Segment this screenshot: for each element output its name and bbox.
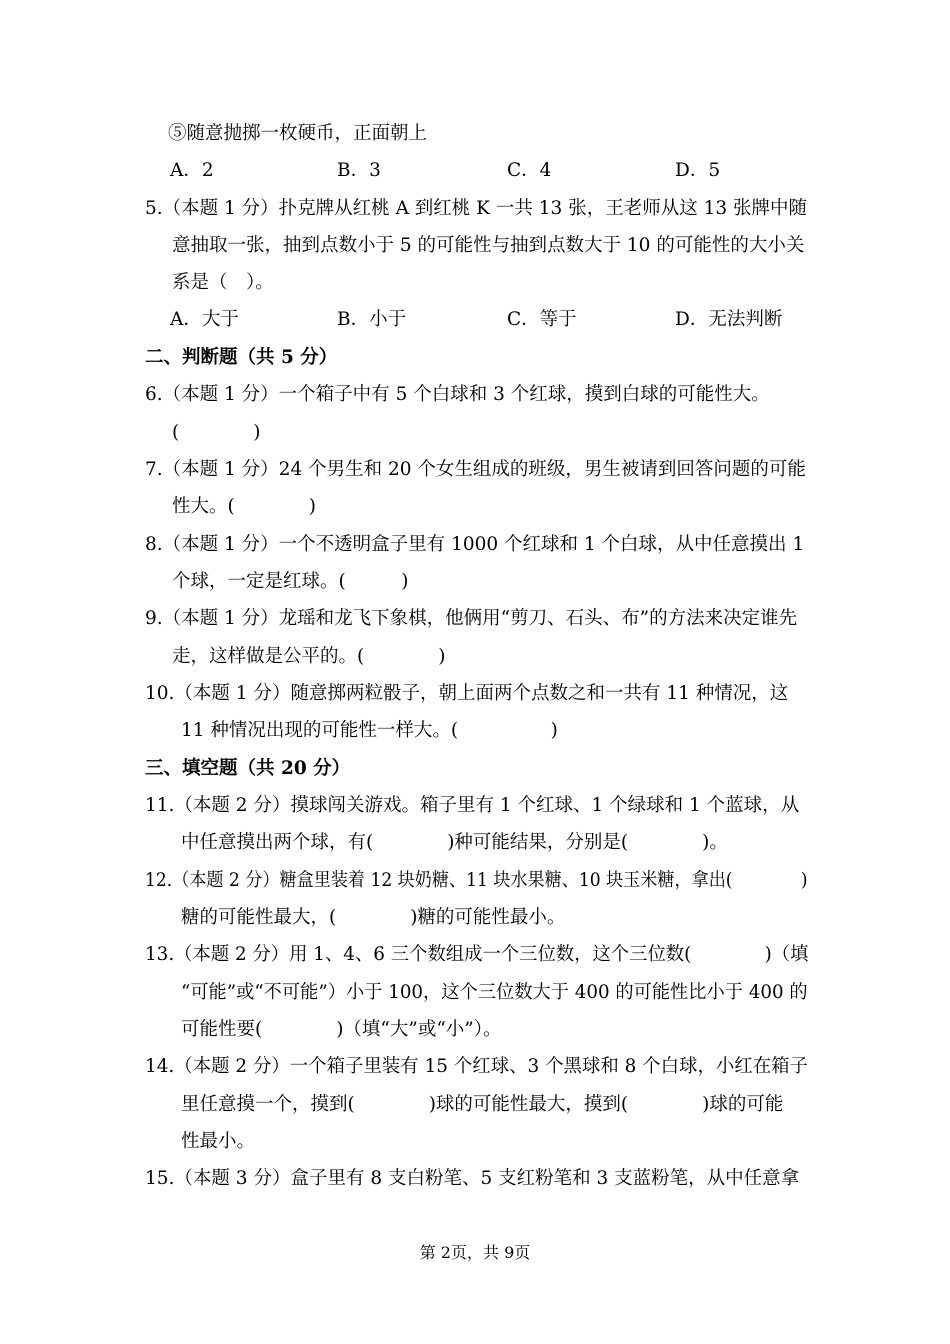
q6-line-1: 6.（本题 1 分）一个箱子中有 5 个白球和 3 个红球，摸到白球的可能性大。: [145, 384, 770, 405]
q14-line-1: 14.（本题 2 分）一个箱子里装有 15 个红球、3 个黑球和 8 个白球，小红在箱子: [145, 1056, 808, 1077]
q9-line-2: 走，这样做是公平的。( ): [172, 646, 446, 667]
q10-line-1: 10.（本题 1 分）随意掷两粒骰子，朝上面两个点数之和一共有 11 种情况，这: [145, 683, 789, 704]
q13-line-1: 13.（本题 2 分）用 1、4、6 三个数组成一个三位数，这个三位数( )（填: [145, 944, 809, 965]
q4-option-a: A．2: [170, 160, 214, 181]
q5-option-d: D．无法判断: [675, 309, 783, 330]
q13-line-3: 可能性要( )（填“大”或“小”）。: [181, 1019, 502, 1040]
q5-option-a: A．大于: [170, 309, 239, 330]
q15-line-1: 15.（本题 3 分）盒子里有 8 支白粉笔、5 支红粉笔和 3 支蓝粉笔，从中任意拿: [145, 1168, 800, 1189]
q4-option-c: C．4: [507, 160, 552, 181]
q5-options: [170, 309, 820, 331]
q4-option-b: B．3: [337, 160, 381, 181]
q12-line-2: 糖的可能性最大，( )糖的可能性最小。: [181, 907, 566, 928]
q5-line-2: 意抽取一张，抽到点数小于 5 的可能性与抽到点数大于 10 的可能性的大小关: [172, 235, 805, 256]
q5-line-3: 系是（ ）。: [172, 272, 274, 293]
q13-line-2: “可能”或“不可能”）小于 100，这个三位数大于 400 的可能性比小于 400 的: [181, 982, 808, 1003]
q14-line-3: 性最小。: [181, 1131, 256, 1152]
q6-line-2: ( ): [172, 422, 261, 443]
q7-line-1: 7.（本题 1 分）24 个男生和 20 个女生组成的班级，男生被请到回答问题的可能: [145, 459, 806, 480]
q5-line-1: 5.（本题 1 分）扑克牌从红桃 A 到红桃 K 一共 13 张，王老师从这 13 张牌中随: [145, 198, 807, 219]
q5-option-b: B．小于: [337, 309, 407, 330]
q9-line-1: 9.（本题 1 分）龙瑶和龙飞下象棋，他俩用“剪刀、石头、布”的方法来决定谁先: [145, 608, 798, 629]
q12-line-1: 12.（本题 2 分）糖盒里装着 12 块奶糖、11 块水果糖、10 块玉米糖，拿出( ): [145, 870, 808, 891]
q11-line-2: 中任意摸出两个球，有( )种可能结果，分别是( )。: [181, 832, 728, 853]
q7-line-2: 性大。( ): [172, 496, 316, 517]
section-heading-fill-blank: 三、填空题（共 20 分）: [145, 758, 351, 779]
q8-line-1: 8.（本题 1 分）一个不透明盒子里有 1000 个红球和 1 个白球，从中任意摸出 1: [145, 534, 805, 555]
page-footer: 第 2页，共 9页: [419, 1243, 531, 1262]
q8-line-2: 个球，一定是红球。( ): [172, 571, 409, 592]
q4-options: [170, 160, 770, 182]
q5-option-c: C．等于: [507, 309, 577, 330]
q4-option-d: D．5: [675, 160, 721, 181]
q4-item-5: ⑤随意抛掷一枚硬币，正面朝上: [168, 123, 428, 144]
q11-line-1: 11.（本题 2 分）摸球闯关游戏。箱子里有 1 个红球、1 个绿球和 1 个蓝球，从: [145, 795, 800, 816]
q10-line-2: 11 种情况出现的可能性一样大。( ): [181, 720, 558, 741]
q14-line-2: 里任意摸一个，摸到( )球的可能性最大，摸到( )球的可能: [181, 1094, 784, 1115]
section-heading-judgement: 二、判断题（共 5 分）: [145, 347, 338, 368]
